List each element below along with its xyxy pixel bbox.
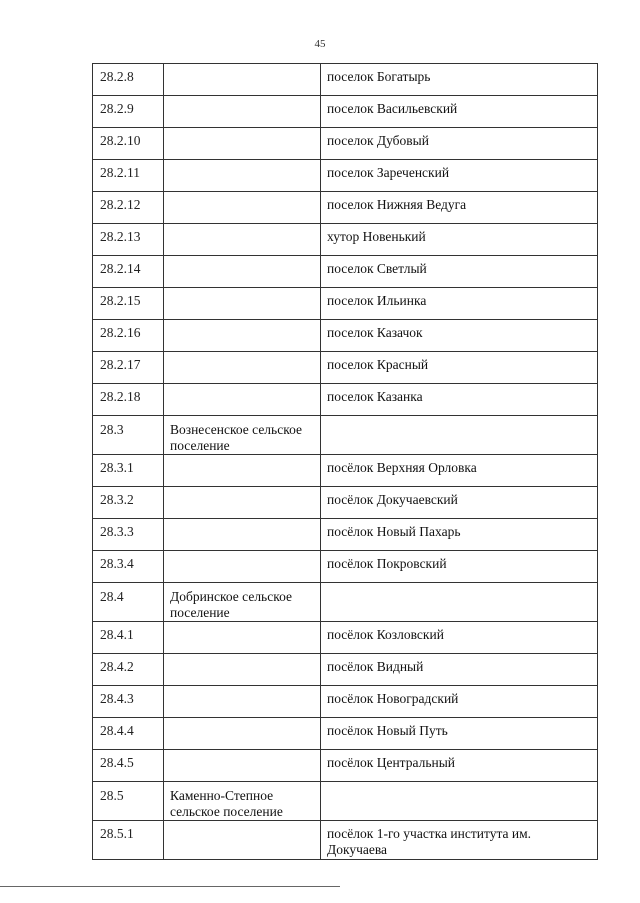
code-cell: 28.4.4 — [93, 718, 164, 750]
table-row — [93, 256, 598, 288]
locality-cell: посёлок Докучаевский — [321, 487, 598, 519]
code-cell: 28.3 — [93, 416, 164, 455]
locality-cell: поселок Васильевский — [321, 96, 598, 128]
code-cell: 28.5.1 — [93, 821, 164, 860]
table-row — [93, 519, 598, 551]
district-cell — [164, 96, 321, 128]
table-row — [93, 718, 598, 750]
code-cell: 28.2.13 — [93, 224, 164, 256]
code-cell: 28.3.1 — [93, 455, 164, 487]
district-cell — [164, 384, 321, 416]
code-cell: 28.2.15 — [93, 288, 164, 320]
locality-cell: поселок Красный — [321, 352, 598, 384]
district-cell — [164, 320, 321, 352]
code-cell: 28.2.12 — [93, 192, 164, 224]
district-cell: Каменно-Степное сельское поселение — [164, 782, 321, 821]
table-row — [93, 551, 598, 583]
table-row — [93, 64, 598, 96]
table-row — [93, 686, 598, 718]
locality-cell: поселок Казанка — [321, 384, 598, 416]
locality-cell: поселок Нижняя Ведуга — [321, 192, 598, 224]
district-cell — [164, 718, 321, 750]
locality-cell: посёлок Новоградский — [321, 686, 598, 718]
code-cell: 28.3.3 — [93, 519, 164, 551]
page-number: 45 — [314, 38, 326, 50]
district-cell — [164, 455, 321, 487]
district-cell: Добринское сельское поселение — [164, 583, 321, 622]
district-cell — [164, 551, 321, 583]
settlements-table-body — [93, 64, 598, 860]
code-cell: 28.2.8 — [93, 64, 164, 96]
table-row — [93, 654, 598, 686]
district-cell — [164, 192, 321, 224]
settlements-table — [92, 63, 598, 860]
locality-cell: поселок Зареченский — [321, 160, 598, 192]
district-cell — [164, 622, 321, 654]
locality-cell: хутор Новенький — [321, 224, 598, 256]
table-row — [93, 128, 598, 160]
district-cell — [164, 256, 321, 288]
code-cell: 28.2.17 — [93, 352, 164, 384]
table-row — [93, 320, 598, 352]
table-row — [93, 96, 598, 128]
locality-cell: посёлок Новый Пахарь — [321, 519, 598, 551]
code-cell: 28.2.10 — [93, 128, 164, 160]
table-row — [93, 352, 598, 384]
table-row — [93, 455, 598, 487]
footer-rule — [0, 886, 340, 887]
code-cell: 28.4.3 — [93, 686, 164, 718]
locality-cell: посёлок Козловский — [321, 622, 598, 654]
locality-cell: поселок Светлый — [321, 256, 598, 288]
district-cell — [164, 519, 321, 551]
code-cell: 28.2.16 — [93, 320, 164, 352]
locality-cell — [321, 583, 598, 622]
district-cell — [164, 821, 321, 860]
code-cell: 28.3.2 — [93, 487, 164, 519]
table-row — [93, 416, 598, 455]
district-cell — [164, 352, 321, 384]
table-row — [93, 622, 598, 654]
code-cell: 28.4.1 — [93, 622, 164, 654]
table-row — [93, 192, 598, 224]
locality-cell: посёлок 1-го участка института им. Докучаева — [321, 821, 598, 860]
district-cell — [164, 487, 321, 519]
code-cell: 28.2.11 — [93, 160, 164, 192]
locality-cell: поселок Ильинка — [321, 288, 598, 320]
table-row — [93, 821, 598, 860]
locality-cell: посёлок Верхняя Орловка — [321, 455, 598, 487]
code-cell: 28.4.2 — [93, 654, 164, 686]
table-row — [93, 288, 598, 320]
code-cell: 28.2.9 — [93, 96, 164, 128]
locality-cell: посёлок Центральный — [321, 750, 598, 782]
district-cell — [164, 224, 321, 256]
table-row — [93, 750, 598, 782]
locality-cell — [321, 782, 598, 821]
locality-cell: поселок Казачок — [321, 320, 598, 352]
locality-cell: поселок Богатырь — [321, 64, 598, 96]
locality-cell — [321, 416, 598, 455]
district-cell — [164, 686, 321, 718]
code-cell: 28.4 — [93, 583, 164, 622]
locality-cell: посёлок Новый Путь — [321, 718, 598, 750]
code-cell: 28.4.5 — [93, 750, 164, 782]
table-row — [93, 160, 598, 192]
table-row — [93, 224, 598, 256]
district-cell: Вознесенское сельское поселение — [164, 416, 321, 455]
table-row — [93, 782, 598, 821]
table-row — [93, 384, 598, 416]
table-row — [93, 487, 598, 519]
locality-cell: посёлок Видный — [321, 654, 598, 686]
district-cell — [164, 654, 321, 686]
locality-cell: посёлок Покровский — [321, 551, 598, 583]
code-cell: 28.3.4 — [93, 551, 164, 583]
code-cell: 28.2.14 — [93, 256, 164, 288]
code-cell: 28.2.18 — [93, 384, 164, 416]
district-cell — [164, 64, 321, 96]
district-cell — [164, 288, 321, 320]
district-cell — [164, 160, 321, 192]
code-cell: 28.5 — [93, 782, 164, 821]
locality-cell: поселок Дубовый — [321, 128, 598, 160]
district-cell — [164, 750, 321, 782]
district-cell — [164, 128, 321, 160]
table-row — [93, 583, 598, 622]
